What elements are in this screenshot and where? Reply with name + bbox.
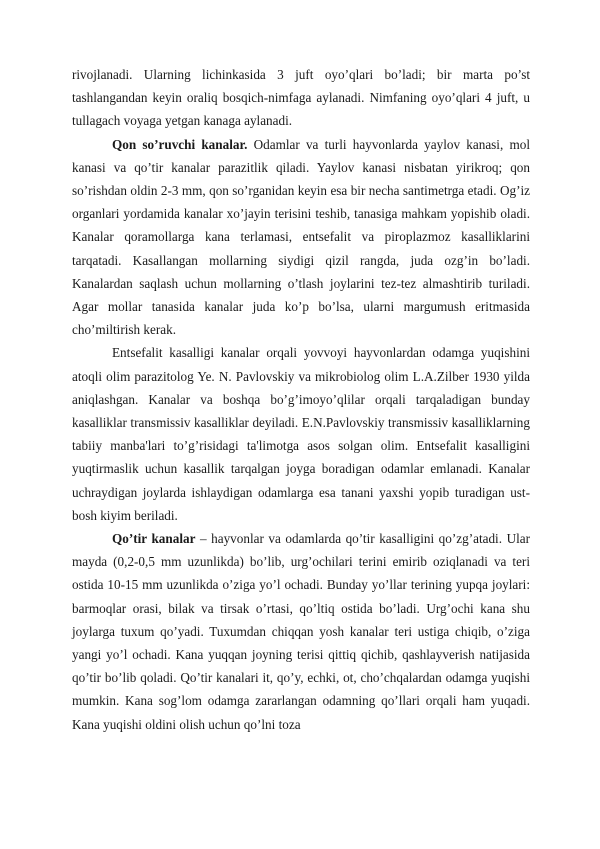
paragraph-text: Odamlar va turli hayvonlarda yaylov kanasi, mol kanasi va qo’tir kanalar parazitlik qiladi. Yaylov kanasi nisbatan yirikroq; qon so’rishdan oldin 2-3 mm, qon so’rganidan keyin esa bir necha santimetrga etadi. Og’iz organlari yordamida kanalar xo’jayin terisini teshib, tanasiga mahkam yopishib oladi. Kanalar qoramollarga kana terlamasi, entsefalit va piroplazmoz kasalliklarini tarqatadi. Kasallangan mollarning siydigi qizil rangda, juda ozg’in bo’ladi. Kanalardan saqlash uchun mollarning o’tlash joylarini tez-tez almashtirib turiladi. Agar mollar tanasida kanalar juda ko’p bo’lsa, ularni margumush eritmasida cho’miltirish kerak. (72, 136, 530, 338)
paragraph-continuation (72, 63, 530, 133)
paragraph-scabies-mites (72, 527, 530, 736)
paragraph-text: – hayvonlar va odamlarda qo’tir kasalligini qo’zg’atadi. Ular mayda (0,2-0,5 mm uzunlikda) bo’lib, urg’ochilari terini emirib oziqlanadi va teri ostida 10-15 mm uzunlikda o’ziga yo’l ochadi. Bunday yo’llar terining yupqa joylari: barmoqlar orasi, bilak va tirsak o’rtasi, qo’ltiq ostida bo’ladi. Urg’ochi kana shu joylarga tuxum qo’yadi. Tuxumdan chiqqan yosh kanalar teri ustiga chiqib, o’ziga yangi yo’l ochadi. Kana yuqqan joyning terisi qittiq qichib, qashlayverish natijasida qo’tir bo’lib qoladi. Qo’tir kanalari it, qo’y, echki, ot, cho’chqalardan odamga yuqishi mumkin. Kana sog’lom odamga zararlangan odamning qo’llari orqali ham yuqadi. Kana yuqishi oldini olish uchun qo’lni toza (72, 531, 530, 732)
document-page (72, 63, 530, 736)
paragraph-text: Entsefalit kasalligi kanalar orqali yovvoyi hayvonlardan odamga yuqishini atoqli olim parazitolog Ye. N. Pavlovskiy va mikrobiolog olim L.A.Zilber 1930 yilda aniqlashgan. Kanalar va boshqa bo’g’imoyo’qlilar orqali tarqaladigan bunday kasalliklar transmissiv kasalliklar deyiladi. E.N.Pavlovskiy transmissiv kasalliklarning tabiiy manba'lari to’g’risidagi ta'limotga asos solgan olim. Entsefalit kasalligini yuqtirmaslik uchun kasallik tarqalgan joyga boradigan odamlar emlanadi. Kanalar uchraydigan joylarda ishlaydigan odamlarga esa tanani yaxshi yopib turadigan ust-bosh kiyim beriladi. (72, 345, 530, 523)
paragraph-blood-sucking-mites (72, 133, 530, 342)
paragraph-heading: Qon so’ruvchi kanalar. (112, 136, 248, 152)
paragraph-heading: Qo’tir kanalar (112, 531, 196, 547)
paragraph-text: rivojlanadi. Ularning lichinkasida 3 juft oyo’qlari bo’ladi; bir marta po’st tashlangandan keyin oraliq bosqich-nimfaga aylanadi. Nimfaning oyo’qlari 4 juft, u tullagach voyaga yetgan kanaga aylanadi. (72, 67, 530, 129)
paragraph-encephalitis (72, 341, 530, 527)
